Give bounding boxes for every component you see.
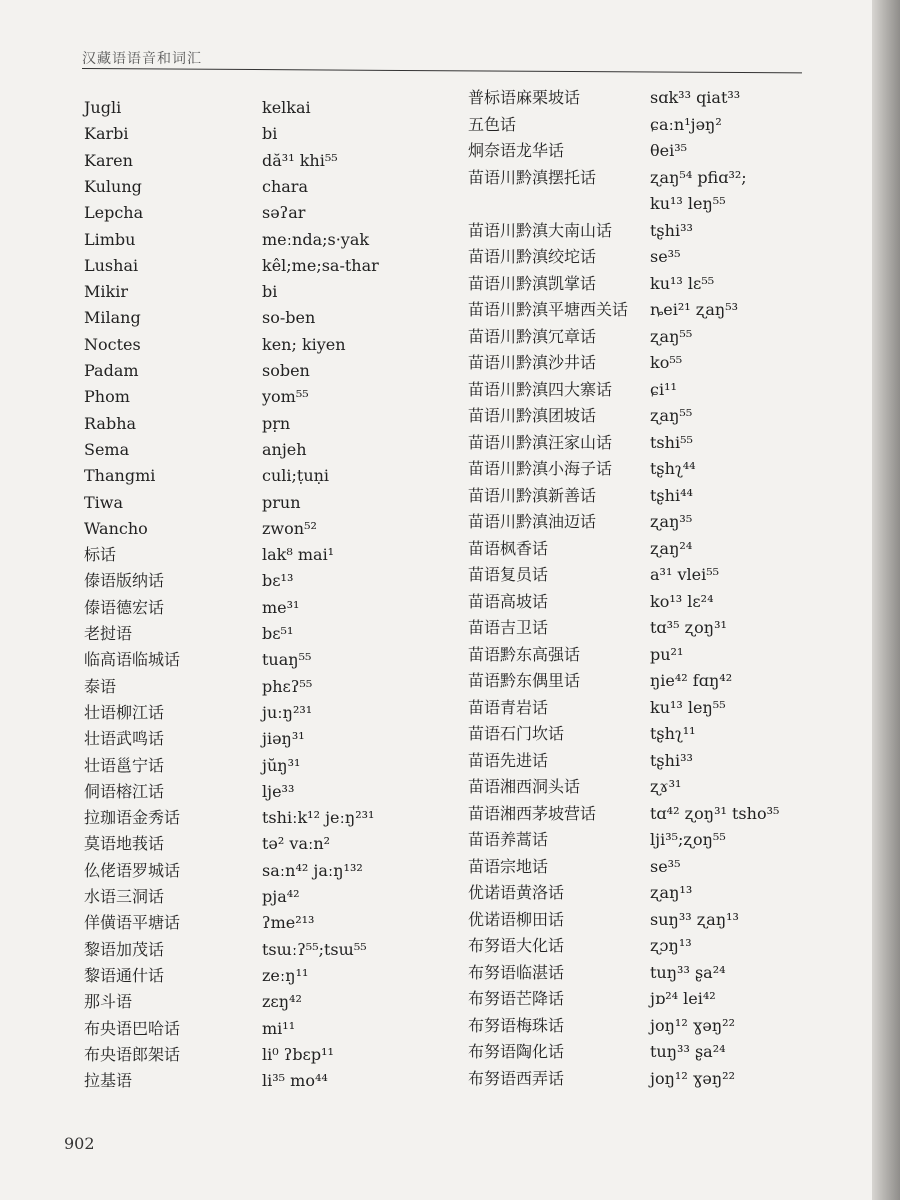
word-form: yom⁵⁵ [262, 387, 309, 407]
language-name: 普标语麻栗坡话 [468, 88, 581, 107]
word-form: saːn⁴² jaːŋ¹³² [262, 860, 363, 880]
language-name: Thangmi [84, 466, 156, 486]
word-form: zeːŋ¹¹ [262, 965, 309, 985]
word-form: me³¹ [262, 597, 300, 617]
word-form: ku¹³ leŋ⁵⁵ [650, 697, 726, 717]
word-form: tʂhʅ⁴⁴ [650, 459, 696, 478]
word-form: phɛʔ⁵⁵ [262, 676, 313, 696]
word-form: ŋie⁴² fɑŋ⁴² [650, 671, 733, 690]
language-name: 苗语川黔滇大南山话 [468, 220, 613, 240]
word-form: tshi⁵⁵ [650, 432, 693, 452]
language-name: 布努语陶化话 [468, 1042, 565, 1061]
language-name: 苗语川黔滇新善话 [468, 485, 597, 505]
word-form: juːŋ²³¹ [262, 702, 313, 722]
word-form: ʐaŋ⁵⁴ pfiɑ³²; [650, 167, 747, 187]
word-form: lji³⁵;ʐoŋ⁵⁵ [650, 830, 726, 849]
language-name: 布央语郎架话 [84, 1044, 181, 1064]
language-name: 壮语武鸣话 [84, 729, 165, 749]
language-name: 壮语邕宁话 [84, 755, 165, 775]
language-name: Noctes [84, 334, 141, 354]
word-form: tɑ³⁵ ʐoŋ³¹ [650, 618, 727, 637]
word-form: pja⁴² [262, 887, 300, 906]
language-name: 傣语版纳话 [84, 571, 165, 591]
language-name: 苗语石门坎话 [468, 724, 565, 743]
language-name: 莫语地莪话 [84, 834, 165, 854]
page-edge-shadow [872, 0, 900, 1200]
language-name: Lushai [84, 255, 139, 275]
word-form: ʐaŋ²⁴ [650, 538, 693, 558]
language-name: 苗语先进话 [468, 750, 549, 770]
word-form: tuaŋ⁵⁵ [262, 650, 312, 670]
word-form: joŋ¹² ɣəŋ²² [650, 1068, 735, 1088]
word-form: səʔar [262, 203, 306, 223]
word-form: jiəŋ³¹ [262, 729, 305, 749]
word-form: tsɯːʔ⁵⁵;tsɯ⁵⁵ [262, 939, 367, 959]
word-form: bi [262, 124, 278, 144]
word-form: joŋ¹² ɣəŋ²² [650, 1015, 735, 1035]
language-name: 炯奈语龙华话 [468, 141, 565, 160]
language-name: 苗语复员话 [468, 565, 549, 584]
word-form: jŭŋ³¹ [262, 755, 301, 775]
word-form: bi [262, 282, 278, 302]
word-form: li⁰ ʔbɛp¹¹ [262, 1044, 334, 1064]
language-name: 苗语黔东高强话 [468, 644, 581, 664]
word-form: sɑk³³ qiat³³ [650, 88, 741, 107]
language-name: 苗语湘西洞头话 [468, 777, 581, 796]
word-form: se³⁵ [650, 856, 681, 876]
word-form: θei³⁵ [650, 141, 688, 160]
word-form: ɕi¹¹ [650, 379, 677, 399]
language-name: 苗语养蒿话 [468, 830, 549, 849]
language-name: 五色话 [468, 114, 517, 134]
language-name: 黎语通什话 [84, 965, 165, 985]
word-form: dă³¹ khi⁵⁵ [262, 150, 338, 170]
page-number: 902 [64, 1134, 95, 1153]
word-form: ʐaŋ⁵⁵ [650, 326, 693, 346]
language-name: 布努语西弄话 [468, 1068, 565, 1088]
language-name: 布努语芒降话 [468, 989, 565, 1008]
language-name: Milang [84, 308, 141, 328]
language-name: Kulung [84, 176, 142, 196]
word-form: zɛŋ⁴² [262, 992, 302, 1012]
word-form: suŋ³³ ʐaŋ¹³ [650, 909, 739, 929]
word-form: prun [262, 492, 301, 512]
word-form: chara [262, 176, 308, 196]
language-name: 标话 [84, 545, 117, 565]
language-name: Padam [84, 361, 139, 380]
language-name: 仫佬语罗城话 [84, 860, 181, 880]
word-form: pṛn [262, 413, 291, 433]
word-form: li³⁵ mo⁴⁴ [262, 1071, 328, 1091]
language-name: 苗语黔东偶里话 [468, 671, 581, 690]
language-name: Karen [84, 150, 133, 170]
word-form: ko⁵⁵ [650, 353, 683, 372]
language-name: Phom [84, 387, 130, 407]
word-form: culi;ṭuṇi [262, 466, 330, 486]
language-name: 傣语德宏话 [84, 597, 165, 617]
word-form: ʐɔŋ¹³ [650, 936, 692, 955]
word-form: tuŋ³³ ʂa²⁴ [650, 1042, 726, 1061]
language-name: 苗语宗地话 [468, 856, 549, 876]
language-name: 苗语川黔滇沙井话 [468, 353, 597, 372]
header-rule [82, 68, 802, 73]
language-name: 苗语湘西茅坡营话 [468, 803, 597, 823]
language-name: 拉珈语金秀话 [84, 808, 181, 828]
word-form: soben [262, 361, 310, 380]
language-name: 苗语川黔滇平塘西关话 [468, 300, 629, 319]
word-form: kêl;me;sa-thar [262, 255, 379, 275]
word-form: lak⁸ mai¹ [262, 545, 335, 565]
language-name: 苗语川黔滇绞坨话 [468, 247, 597, 266]
language-name: 苗语川黔滇冗章话 [468, 326, 597, 346]
running-header [82, 48, 802, 80]
language-name: 临高语临城话 [84, 650, 181, 670]
word-form: ko¹³ lɛ²⁴ [650, 591, 714, 611]
language-name: Wancho [84, 518, 148, 538]
word-form: tshiːk¹² jeːŋ²³¹ [262, 808, 375, 828]
word-form: ʐaŋ¹³ [650, 883, 693, 902]
language-name: 布努语临湛话 [468, 962, 565, 982]
language-name: Karbi [84, 124, 129, 144]
language-name: Mikir [84, 282, 128, 302]
language-name: Limbu [84, 229, 136, 249]
word-form: bɛ¹³ [262, 571, 294, 591]
word-form: tʂhi³³ [650, 220, 693, 240]
word-form: pu²¹ [650, 644, 684, 664]
word-form: tə² vaːn² [262, 834, 331, 854]
word-form: ʔme²¹³ [262, 913, 315, 933]
language-name: 苗语高坡话 [468, 591, 549, 611]
word-form: meːnda;s·yak [262, 229, 370, 249]
language-name: 苗语川黔滇油迈话 [468, 512, 597, 531]
header-title: 汉藏语语音和词汇 [82, 51, 202, 67]
word-form: tʂhi³³ [650, 750, 693, 770]
language-name: 苗语川黔滇汪家山话 [468, 432, 613, 452]
language-name: 黎语加茂话 [84, 939, 165, 959]
language-name: 那斗语 [84, 992, 133, 1012]
language-name: 壮语柳江话 [84, 702, 165, 722]
word-form: mi¹¹ [262, 1018, 296, 1038]
language-name: Sema [84, 439, 130, 459]
language-name: 布努语梅珠话 [468, 1015, 565, 1035]
language-name: 苗语川黔滇小海子话 [468, 459, 613, 478]
word-form: ʐaŋ⁵⁵ [650, 406, 693, 425]
language-name: 苗语吉卫话 [468, 618, 549, 637]
word-form: ku¹³ lɛ⁵⁵ [650, 273, 715, 293]
word-form: ʐaŋ³⁵ [650, 512, 693, 531]
word-form: tuŋ³³ ʂa²⁴ [650, 962, 726, 982]
language-name: 苗语川黔滇摆托话 [468, 167, 597, 187]
word-form: jɒ²⁴ lei⁴² [650, 989, 716, 1008]
language-name: 侗语榕江话 [84, 781, 165, 801]
language-name: 水语三洞话 [84, 887, 165, 906]
word-form: tʂhʅ¹¹ [650, 724, 696, 743]
language-name: 老挝语 [84, 624, 133, 643]
language-name: Tiwa [84, 492, 124, 512]
word-form: a³¹ vlei⁵⁵ [650, 565, 720, 584]
language-name: 苗语川黔滇团坡话 [468, 406, 597, 425]
word-form: kelkai [262, 98, 311, 117]
language-name: 拉基语 [84, 1071, 133, 1091]
language-name: 苗语青岩话 [468, 697, 549, 717]
word-form: tɑ⁴² ʐoŋ³¹ tsho³⁵ [650, 803, 780, 823]
language-name: 苗语川黔滇凯掌话 [468, 273, 597, 293]
word-form: anjeh [262, 439, 307, 459]
language-name: 泰语 [84, 676, 117, 696]
word-form: so-ben [262, 308, 316, 328]
language-name: 苗语枫香话 [468, 538, 549, 558]
language-name: 布努语大化话 [468, 936, 565, 955]
word-form: ɕaːn¹jəŋ² [650, 114, 722, 134]
word-form: ȵei²¹ ʐaŋ⁵³ [650, 300, 739, 319]
word-form: zwon⁵² [262, 518, 317, 538]
language-name: 优诺语柳田话 [468, 909, 565, 929]
language-name: Jugli [84, 98, 122, 117]
language-name: 苗语川黔滇四大寨话 [468, 379, 613, 399]
language-name: 布央语巴哈话 [84, 1018, 181, 1038]
word-form: ʐɤ³¹ [650, 777, 682, 796]
language-name: 优诺语黄洛话 [468, 883, 565, 902]
language-name: 佯僙语平塘话 [84, 913, 181, 933]
language-name: Rabha [84, 413, 137, 433]
word-form: lje³³ [262, 781, 295, 801]
word-form: ken; kiyen [262, 334, 346, 354]
word-form: ku¹³ leŋ⁵⁵ [650, 194, 726, 213]
language-name: Lepcha [84, 203, 144, 223]
word-form: se³⁵ [650, 247, 681, 266]
word-form: tʂhi⁴⁴ [650, 485, 693, 505]
word-form: bɛ⁵¹ [262, 624, 294, 643]
